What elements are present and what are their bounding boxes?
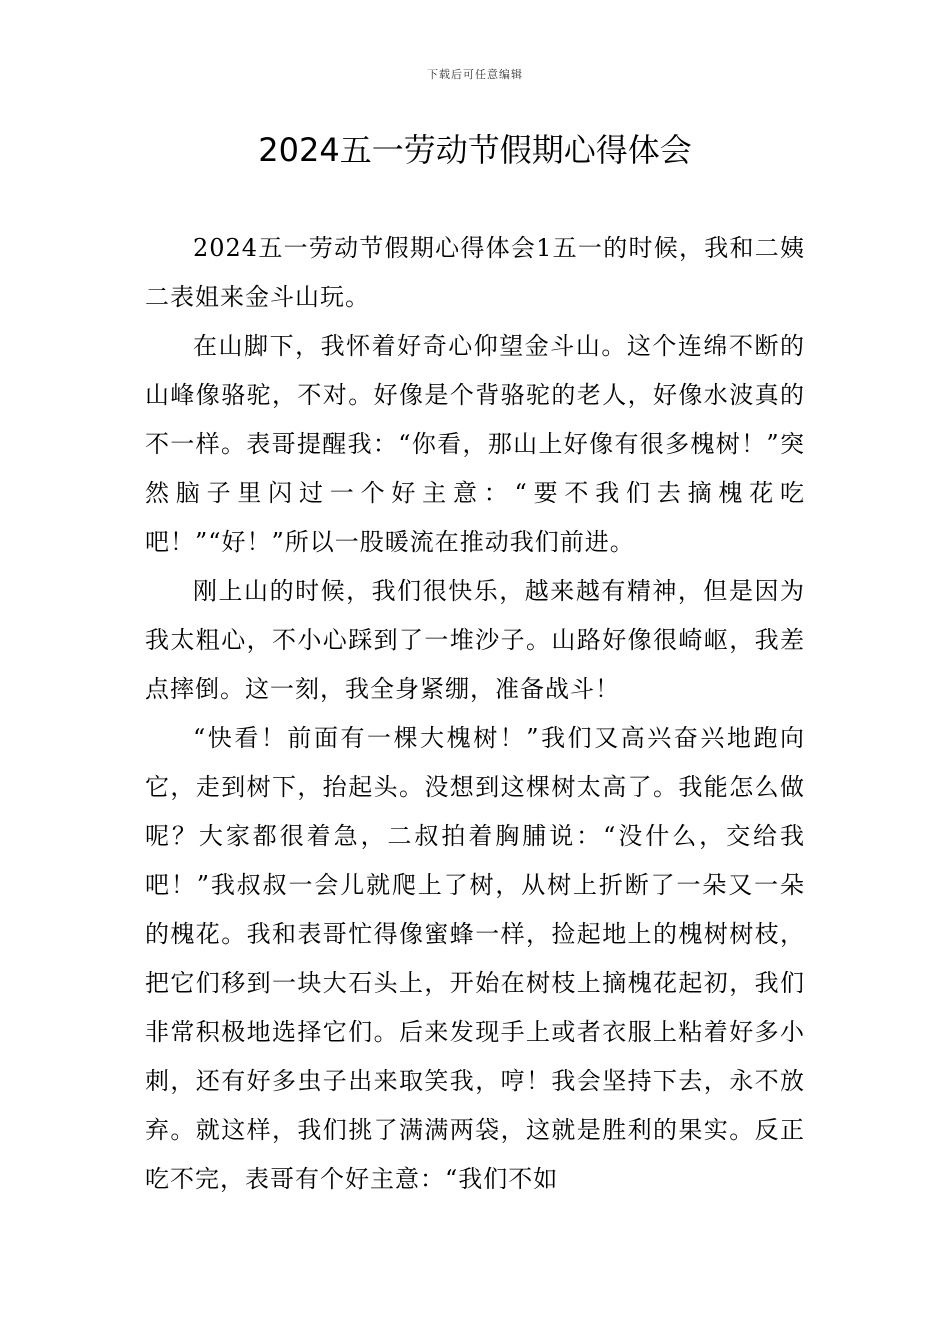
paragraph: 2024五一劳动节假期心得体会1五一的时候，我和二姨二表姐来金斗山玩。 [145,234,805,311]
page-title: 2024五一劳动节假期心得体会 [258,131,692,169]
document-body [145,224,805,1204]
paragraph: “快看！前面有一棵大槐树！”我们又高兴奋兴地跑向它，走到树下，抬起头。没想到这棵树太高了。我能怎么做呢？大家都很着急，二叔拍着胸脯说：“没什么，交给我吧！”我叔叔一会儿就爬上了树，从树上折断了一朵又一朵的槐花。我和表哥忙得像蜜蜂一样，捡起地上的槐树树枝，把它们移到一块大石头上，开始在树枝上摘槐花起初，我们非常积极地选择它们。后来发现手上或者衣服上粘着好多小刺，还有好多虫子出来取笑我，哼！我会坚持下去，永不放弃。就这样，我们挑了满满两袋，这就是胜利的果实。反正吃不完，表哥有个好主意：“我们不如 [145,724,805,1193]
paragraph: 刚上山的时候，我们很快乐，越来越有精神，但是因为我太粗心，不小心踩到了一堆沙子。山路好像很崎岖，我差点摔倒。这一刻，我全身紧绷，准备战斗！ [145,577,805,703]
paragraph: 在山脚下，我怀着好奇心仰望金斗山。这个连绵不断的山峰像骆驼，不对。好像是个背骆驼的老人，好像水波真的不一样。表哥提醒我：“你看，那山上好像有很多槐树！”突然脑子里闪过一个好主意：“要不我们去摘槐花吃吧！”“好！”所以一股暖流在推动我们前进。 [145,332,805,556]
header-note: 下载后可任意编辑 [427,68,523,81]
